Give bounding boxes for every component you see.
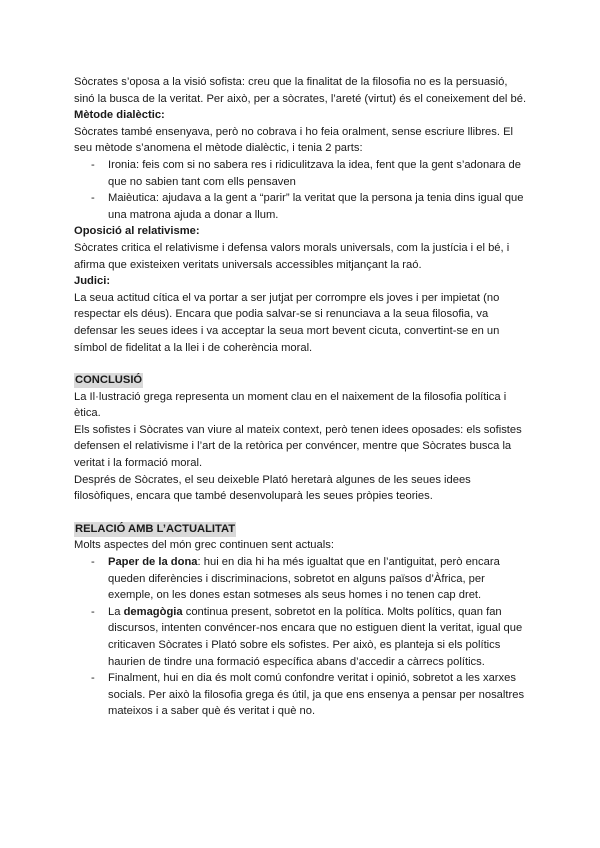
list-item-bold: demagògia bbox=[123, 605, 183, 618]
list-item bbox=[74, 604, 530, 670]
list-item-text: : hui en dia hi ha més igualtat que en l’antiguitat, però encara queden diferències i discriminacions, sobretot en alguns països d’Àfrica, per exemple, on les dones estan sotmeses als seus homes i no tenen cap dret. bbox=[108, 556, 500, 602]
list-item-bold: Paper de la dona bbox=[108, 556, 198, 569]
today-title: RELACIÓ AMB L’ACTUALITAT bbox=[75, 522, 236, 535]
relativism-paragraph: Sòcrates critica el relativisme i defensa valors morals universals, com la justícia i el bé, i afirma que existeixen veritats universals accessibles mitjançant la raó. bbox=[74, 241, 510, 271]
conclusion-paragraph: Després de Sòcrates, el seu deixeble Plató heretarà algunes de les seues idees filosòfiques, encara que també desenvoluparà les seues pròpies teories. bbox=[74, 473, 471, 503]
relativism-heading: Oposició al relativisme: bbox=[74, 225, 200, 238]
list-item-pre: La bbox=[108, 605, 124, 618]
list-item: - Finalment, hui en dia és molt comú confondre veritat i opinió, sobretot a les xarxes socials. Per això la filosofia grega és útil, ja que ens ensenya a pensar per nosaltres mateixos i a saber què és veritat i què no. bbox=[74, 670, 530, 720]
today-intro: Molts aspectes del món grec continuen sent actuals: bbox=[74, 539, 334, 552]
list-item-text: continua present, sobretot en la política. Molts polítics, quan fan discursos, intenten convéncer-nos encara que no estiguen dient la veritat, igual que criticaven Sòcrates i Plató sobre els sofistes. Per això, es planteja si els polítics haurien de tindre una formació específica abans d’accedir a càrrecs polítics. bbox=[108, 605, 523, 668]
document-page bbox=[74, 74, 530, 720]
conclusion-title: CONCLUSIÓ bbox=[75, 374, 143, 387]
method-paragraph: Sòcrates també ensenyava, però no cobrava i ho feia oralment, sense escriure llibres. El seu mètode s’anomena el mètode dialèctic, i tenia 2 parts: bbox=[74, 125, 514, 155]
method-list bbox=[74, 157, 530, 223]
list-item bbox=[74, 554, 530, 604]
conclusion-paragraph: Els sofistes i Sòcrates van viure al mateix context, però tenen idees oposades: els sofistes defensen el relativisme i l’art de la retòrica per convéncer, mentre que Sòcrates busca la veritat i la formació moral. bbox=[74, 423, 522, 470]
list-item: - Ironia: feis com si no sabera res i ridiculitzava la idea, fent que la gent s’adonara de que no sabien tant com ells pensaven bbox=[74, 157, 530, 190]
judgment-heading: Judici: bbox=[74, 275, 111, 288]
method-heading: Mètode dialèctic: bbox=[74, 109, 165, 122]
judgment-paragraph: La seua actitud cítica el va portar a ser jutjat per corrompre els joves i per impietat (no respectar els déus). Encara que podia salvar-se si renunciava a la seua filosofia, va defensar les seues idees i va acceptar la seua mort bevent cicuta, convertint-se en un símbol de fidelitat a la llei i de coherència moral. bbox=[74, 291, 500, 354]
today-list bbox=[74, 554, 530, 720]
conclusion-paragraph: La Il·lustració grega representa un moment clau en el naixement de la filosofia política i ètica. bbox=[74, 390, 507, 420]
list-item: - Maièutica: ajudava a la gent a “parir” la veritat que la persona ja tenia dins igual que una matrona ajuda a donar a llum. bbox=[74, 190, 530, 223]
intro-paragraph: Sòcrates s’oposa a la visió sofista: creu que la finalitat de la filosofia no es la persuasió, sinó la busca de la veritat. Per això, per a sòcrates, l’areté (virtut) és el coneixement del bé. bbox=[74, 76, 527, 105]
